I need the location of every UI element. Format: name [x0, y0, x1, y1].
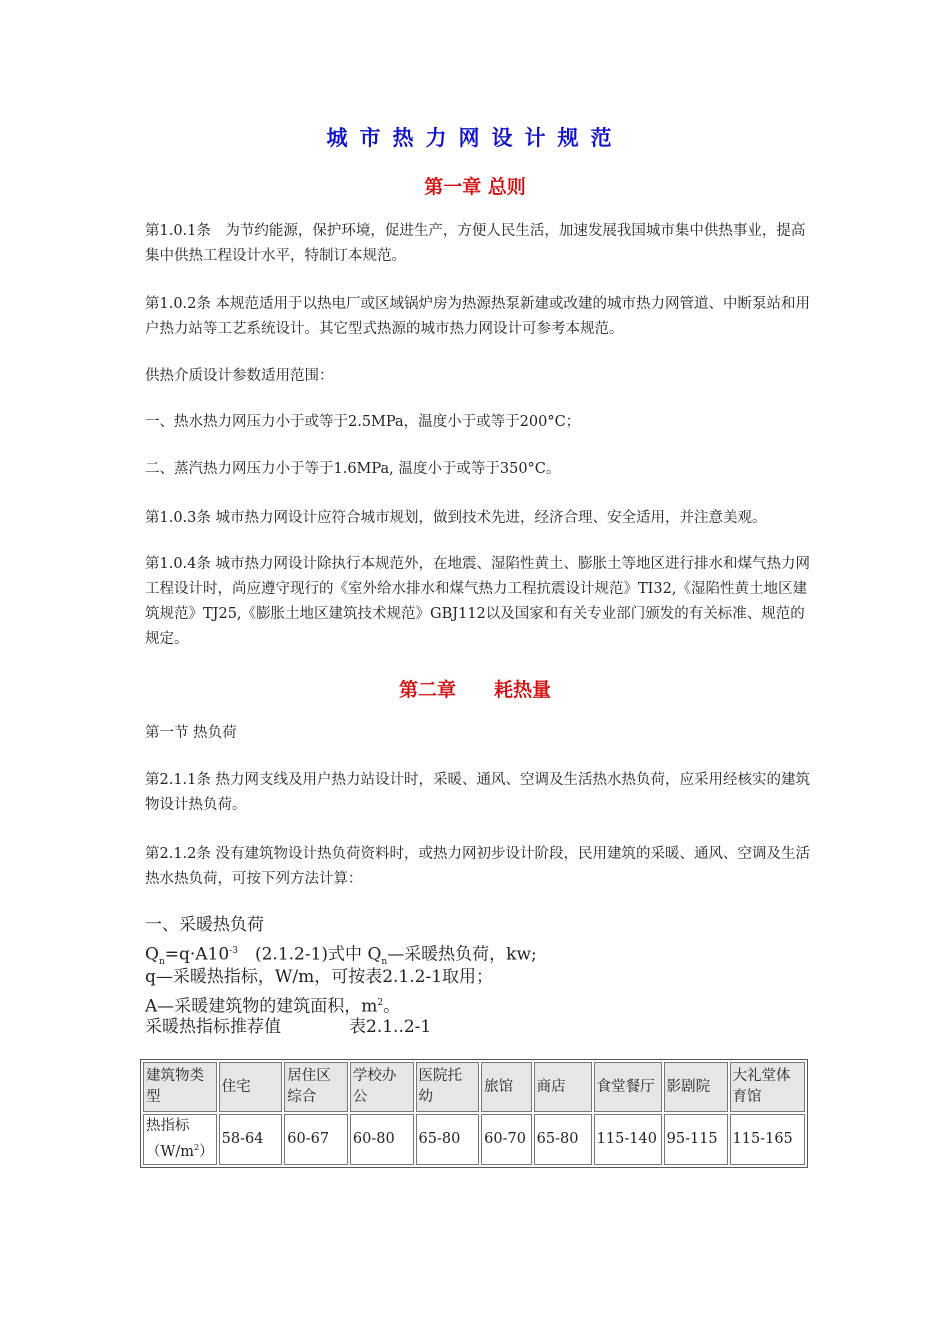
clause-1-0-4: 第1.0.4条 城市热力网设计除执行本规范外，在地震、湿陷性黄土、膨胀土等地区进行排水和煤气热力网工程设计时，尚应遵守现行的《室外给水排水和煤气热力工程抗震设计规范》TI32,《湿陷性黄土地区建筑规范》TJ25,《膨胀土地区建筑技术规范》GBJ112以及国家和有关专业部门颁发的有关标准、规范的规定。 [145, 556, 810, 647]
table-row [143, 1114, 805, 1165]
clause-1-0-1: 第1.0.1条 为节约能源，保护环境，促进生产，方便人民生活，加速发展我国城市集中供热事业，提高集中供热工程设计水平，特制订本规范。 [145, 223, 806, 264]
chapter-2-heading: 第二章 耗热量 [398, 679, 551, 701]
table-header-cell: 大礼堂体育馆 [730, 1062, 805, 1112]
table-cell: 95-115 [664, 1114, 728, 1165]
scope-intro: 供热介质设计参数适用范围： [145, 368, 334, 384]
table-header-cell: 建筑物类型 [143, 1062, 217, 1112]
table-header-cell: 学校办公 [350, 1062, 414, 1112]
table-cell: 65-80 [534, 1114, 592, 1165]
heat-load-heading: 一、采暖热负荷 [145, 915, 264, 935]
a-definition: A—采暖建筑物的建筑面积，$m^2$。 [145, 996, 401, 1017]
clause-2-1-1: 第2.1.1条 热力网支线及用户热力站设计时，采暖、通风、空调及生活热水热负荷，应采用经核实的建筑物设计热负荷。 [145, 772, 810, 813]
table-caption: 采暖热指标推荐值 表2.1..2-1 [145, 1017, 432, 1037]
table-cell: 58-64 [219, 1114, 283, 1165]
table-cell: 60-67 [284, 1114, 348, 1165]
table-cell: 115-165 [730, 1114, 805, 1165]
scope-hot-water: 一、热水热力网压力小于或等于2.5MPa，温度小于或等于200°C； [145, 414, 581, 430]
table-header-cell: 住宅 [219, 1062, 283, 1112]
table-header-row [143, 1062, 805, 1112]
table-header-cell: 医院托幼 [416, 1062, 480, 1112]
document-title: 城市热力网设计规范 [326, 125, 624, 150]
q-definition: q—采暖热指标，W/m，可按表2.1.2-1取用； [145, 967, 494, 987]
chapter-1-heading: 第一章 总则 [424, 176, 526, 198]
table-header-cell: 商店 [534, 1062, 592, 1112]
table-header-cell: 影剧院 [664, 1062, 728, 1112]
clause-1-0-3: 第1.0.3条 城市热力网设计应符合城市规划，做到技术先进，经济合理、安全适用，并注意美观。 [145, 510, 767, 526]
table-row-label: 热指标$(W/m^2)$ [143, 1114, 217, 1165]
heat-load-formula: $Q_n=q\cdot A10^{-3}$ (2.1.2-1)式中 $Q_n—$采暖热负荷，kw; [145, 944, 537, 968]
clause-1-0-2: 第1.0.2条 本规范适用于以热电厂或区域锅炉房为热源热泵新建或改建的城市热力网管道、中断泵站和用户热力站等工艺系统设计。其它型式热源的城市热力网设计可参考本规范。 [145, 296, 810, 337]
table-cell: 115-140 [594, 1114, 662, 1165]
table-header-cell: 旅馆 [481, 1062, 532, 1112]
clause-2-1-2: 第2.1.2条 没有建筑物设计热负荷资料时，或热力网初步设计阶段，民用建筑的采暖、通风、空调及生活热水热负荷，可按下列方法计算： [145, 846, 810, 887]
section-1-heading: 第一节 热负荷 [145, 725, 237, 741]
heat-index-table [140, 1059, 808, 1168]
table-cell: 65-80 [416, 1114, 480, 1165]
table-cell: 60-70 [481, 1114, 532, 1165]
table-header-cell: 居住区综合 [284, 1062, 348, 1112]
scope-steam: 二、蒸汽热力网压力小于等于1.6MPa, 温度小于或等于350°C。 [145, 461, 561, 477]
table-cell: 60-80 [350, 1114, 414, 1165]
table-header-cell: 食堂餐厅 [594, 1062, 662, 1112]
